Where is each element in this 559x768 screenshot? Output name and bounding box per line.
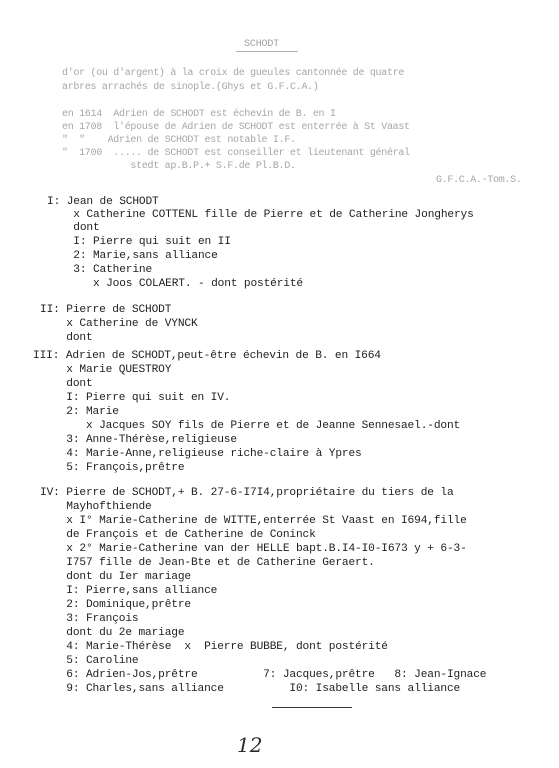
genealogy-line: 2: Dominique,prêtre — [40, 599, 191, 611]
end-divider — [272, 707, 352, 708]
genealogy-line: 3: Catherine — [47, 264, 153, 276]
genealogy-line: 9: Charles,sans alliance I0: Isabelle sans alliance — [40, 683, 461, 695]
genealogy-line: 2: Marie,sans alliance — [47, 250, 218, 262]
genealogy-line: x Catherine COTTENL fille de Pierre et de Catherine Jongherys — [47, 209, 474, 221]
note-line-3: " " Adrien de SCHODT est notable I.F. — [62, 135, 296, 146]
genealogy-line: 4: Marie-Anne,religieuse riche-claire à Ypres — [40, 448, 362, 460]
page-number: 12 — [237, 733, 263, 757]
genealogy-line: x 2° Marie-Catherine van der HELLE bapt.B.I4-I0-I673 y + 6-3- — [40, 543, 467, 555]
note-line-1: en 1614 Adrien de SCHODT est échevin de B. en I — [62, 109, 336, 120]
genealogy-line: de François et de Catherine de Coninck — [40, 529, 316, 541]
genealogy-line: I757 fille de Jean-Bte et de Catherine Geraert. — [40, 557, 375, 569]
genealogy-line: 5: Caroline — [40, 655, 139, 667]
genealogy-line: 4: Marie-Thérèse x Pierre BUBBE, dont postérité — [40, 641, 388, 653]
genealogy-line: x Marie QUESTROY — [40, 364, 172, 376]
genealogy-line: x Jacques SOY fils de Pierre et de Jeanne Sennesael.-dont — [40, 420, 461, 432]
note-line-2: en 1708 l'épouse de Adrien de SCHODT est enterrée à St Vaast — [62, 122, 410, 133]
title-underline — [236, 51, 298, 52]
genealogy-line: dont du 2e mariage — [40, 627, 185, 639]
genealogy-line: 3: François — [40, 613, 139, 625]
generation-heading: III: Adrien de SCHODT,peut-être échevin de B. en I664 — [33, 350, 381, 362]
genealogy-line: dont — [40, 378, 93, 390]
genealogy-line: x Joos COLAERT. - dont postérité — [47, 278, 303, 290]
genealogy-line: I: Pierre qui suit en II — [47, 236, 231, 248]
family-title: SCHODT — [244, 39, 280, 50]
genealogy-line: dont — [47, 222, 100, 234]
genealogy-line: x I° Marie-Catherine de WITTE,enterrée St Vaast en I694,fille — [40, 515, 467, 527]
generation-heading: II: Pierre de SCHODT — [40, 304, 172, 316]
blazon-line-2: arbres arrachés de sinople.(Ghys et G.F.C.A.) — [62, 82, 319, 93]
genealogy-line: 5: François,prêtre — [40, 462, 185, 474]
genealogy-line: dont du Ier mariage — [40, 571, 191, 583]
genealogy-line: 6: Adrien-Jos,prêtre 7: Jacques,prêtre 8: Jean-Ignace — [40, 669, 487, 681]
genealogy-line: 2: Marie — [40, 406, 119, 418]
genealogy-line: Mayhofthiende — [40, 501, 152, 513]
genealogy-line: 3: Anne-Thérèse,religieuse — [40, 434, 237, 446]
genealogy-line: dont — [40, 332, 93, 344]
generation-heading: I: Jean de SCHODT — [47, 196, 159, 208]
genealogy-line: I: Pierre,sans alliance — [40, 585, 218, 597]
source-reference: G.F.C.A.-Tom.S. — [436, 175, 522, 186]
genealogy-line: x Catherine de VYNCK — [40, 318, 198, 330]
note-line-5: stedt ap.B.P.+ S.F.de Pl.B.D. — [62, 161, 296, 172]
generation-heading: IV: Pierre de SCHODT,+ B. 27-6-I7I4,propriétaire du tiers de la — [40, 487, 454, 499]
genealogy-line: I: Pierre qui suit en IV. — [40, 392, 231, 404]
blazon-line-1: d'or (ou d'argent) à la croix de gueules cantonnée de quatre — [62, 68, 405, 79]
note-line-4: " 1700 ..... de SCHODT est conseiller et lieutenant général — [62, 148, 410, 159]
